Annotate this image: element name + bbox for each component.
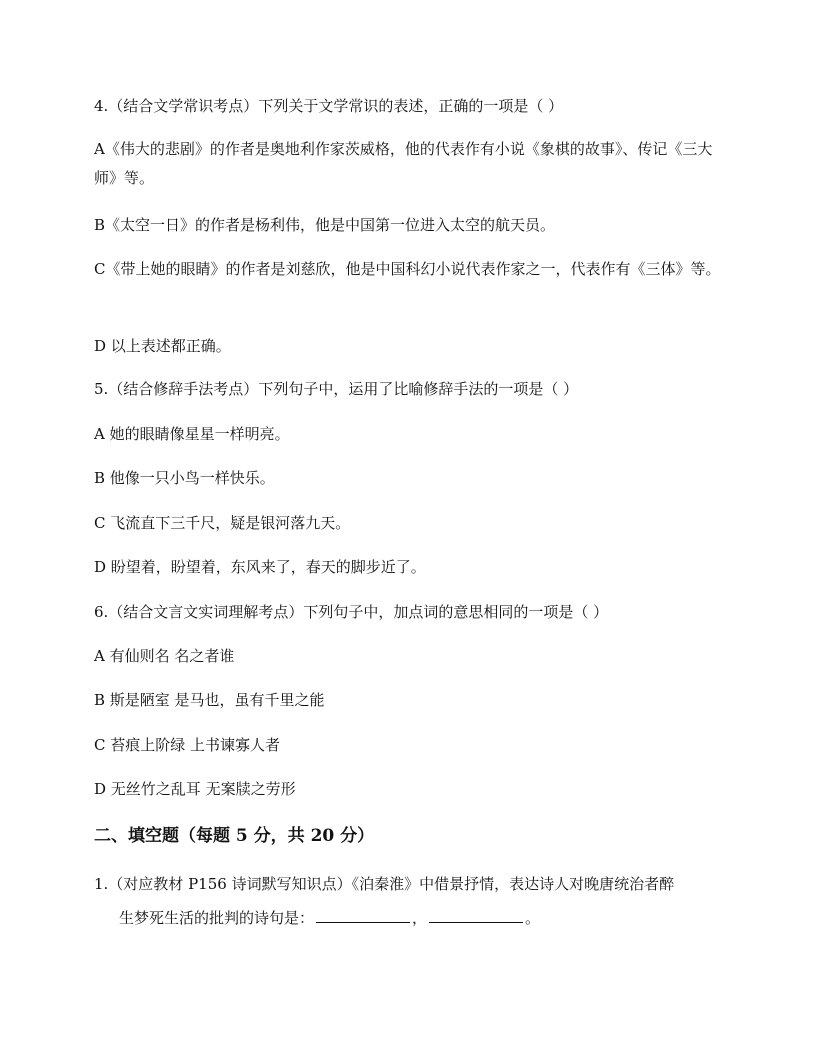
blank-separator: ，: [412, 909, 428, 927]
question-4-option-c: C《带上她的眼睛》的作者是刘慈欣，他是中国科幻小说代表作家之一，代表作有《三体》等。: [94, 260, 721, 278]
question-5-stem: 5.（结合修辞手法考点）下列句子中，运用了比喻修辞手法的一项是（ ）: [94, 380, 579, 398]
section-2-title: 二、填空题: [94, 826, 179, 846]
question-6-option-d: D 无丝竹之乱耳 无案牍之劳形: [94, 780, 296, 798]
section-2-heading: [94, 824, 374, 848]
question-4-option-b: B《太空一日》的作者是杨利伟，他是中国第一位进入太空的航天员。: [94, 216, 556, 234]
question-5-option-d: D 盼望着，盼望着，东风来了，春天的脚步近了。: [94, 558, 426, 576]
question-4-option-a: A《伟大的悲剧》的作者是奥地利作家茨威格，他的代表作有小说《象棋的故事》、传记《三大师》等。: [94, 140, 713, 187]
question-5-option-a: A 她的眼睛像星星一样明亮。: [94, 425, 290, 443]
question-4-stem: 4.（结合文学常识考点）下列关于文学常识的表述，正确的一项是（ ）: [94, 97, 564, 115]
question-6-option-b: B 斯是陋室 是马也，虽有千里之能: [94, 691, 325, 709]
question-6-option-a: A 有仙则名 名之者谁: [94, 647, 235, 665]
question-5-option-c: C 飞流直下三千尺，疑是银河落九天。: [94, 514, 351, 532]
fill-question-1-line-1: 1.（对应教材 P156 诗词默写知识点）《泊秦淮》中借景抒情，表达诗人对晚唐统治者醉: [94, 875, 675, 893]
fill-question-1-line-2: [119, 907, 540, 929]
question-6-stem: 6.（结合文言文实词理解考点）下列句子中，加点词的意思相同的一项是（ ）: [94, 603, 609, 621]
line-end-punctuation: 。: [525, 909, 541, 927]
fill-question-1-prompt: 生梦死生活的批判的诗句是：: [119, 909, 315, 927]
section-2-scoring-note: （每题 5 分，共 20 分）: [179, 826, 375, 846]
question-5-option-b: B 他像一只小鸟一样快乐。: [94, 469, 275, 487]
question-4-option-d: D 以上表述都正确。: [94, 337, 231, 355]
answer-blank-1[interactable]: [316, 907, 410, 923]
question-6-option-c: C 苔痕上阶绿 上书谏寡人者: [94, 736, 281, 754]
answer-blank-2[interactable]: [429, 907, 523, 923]
